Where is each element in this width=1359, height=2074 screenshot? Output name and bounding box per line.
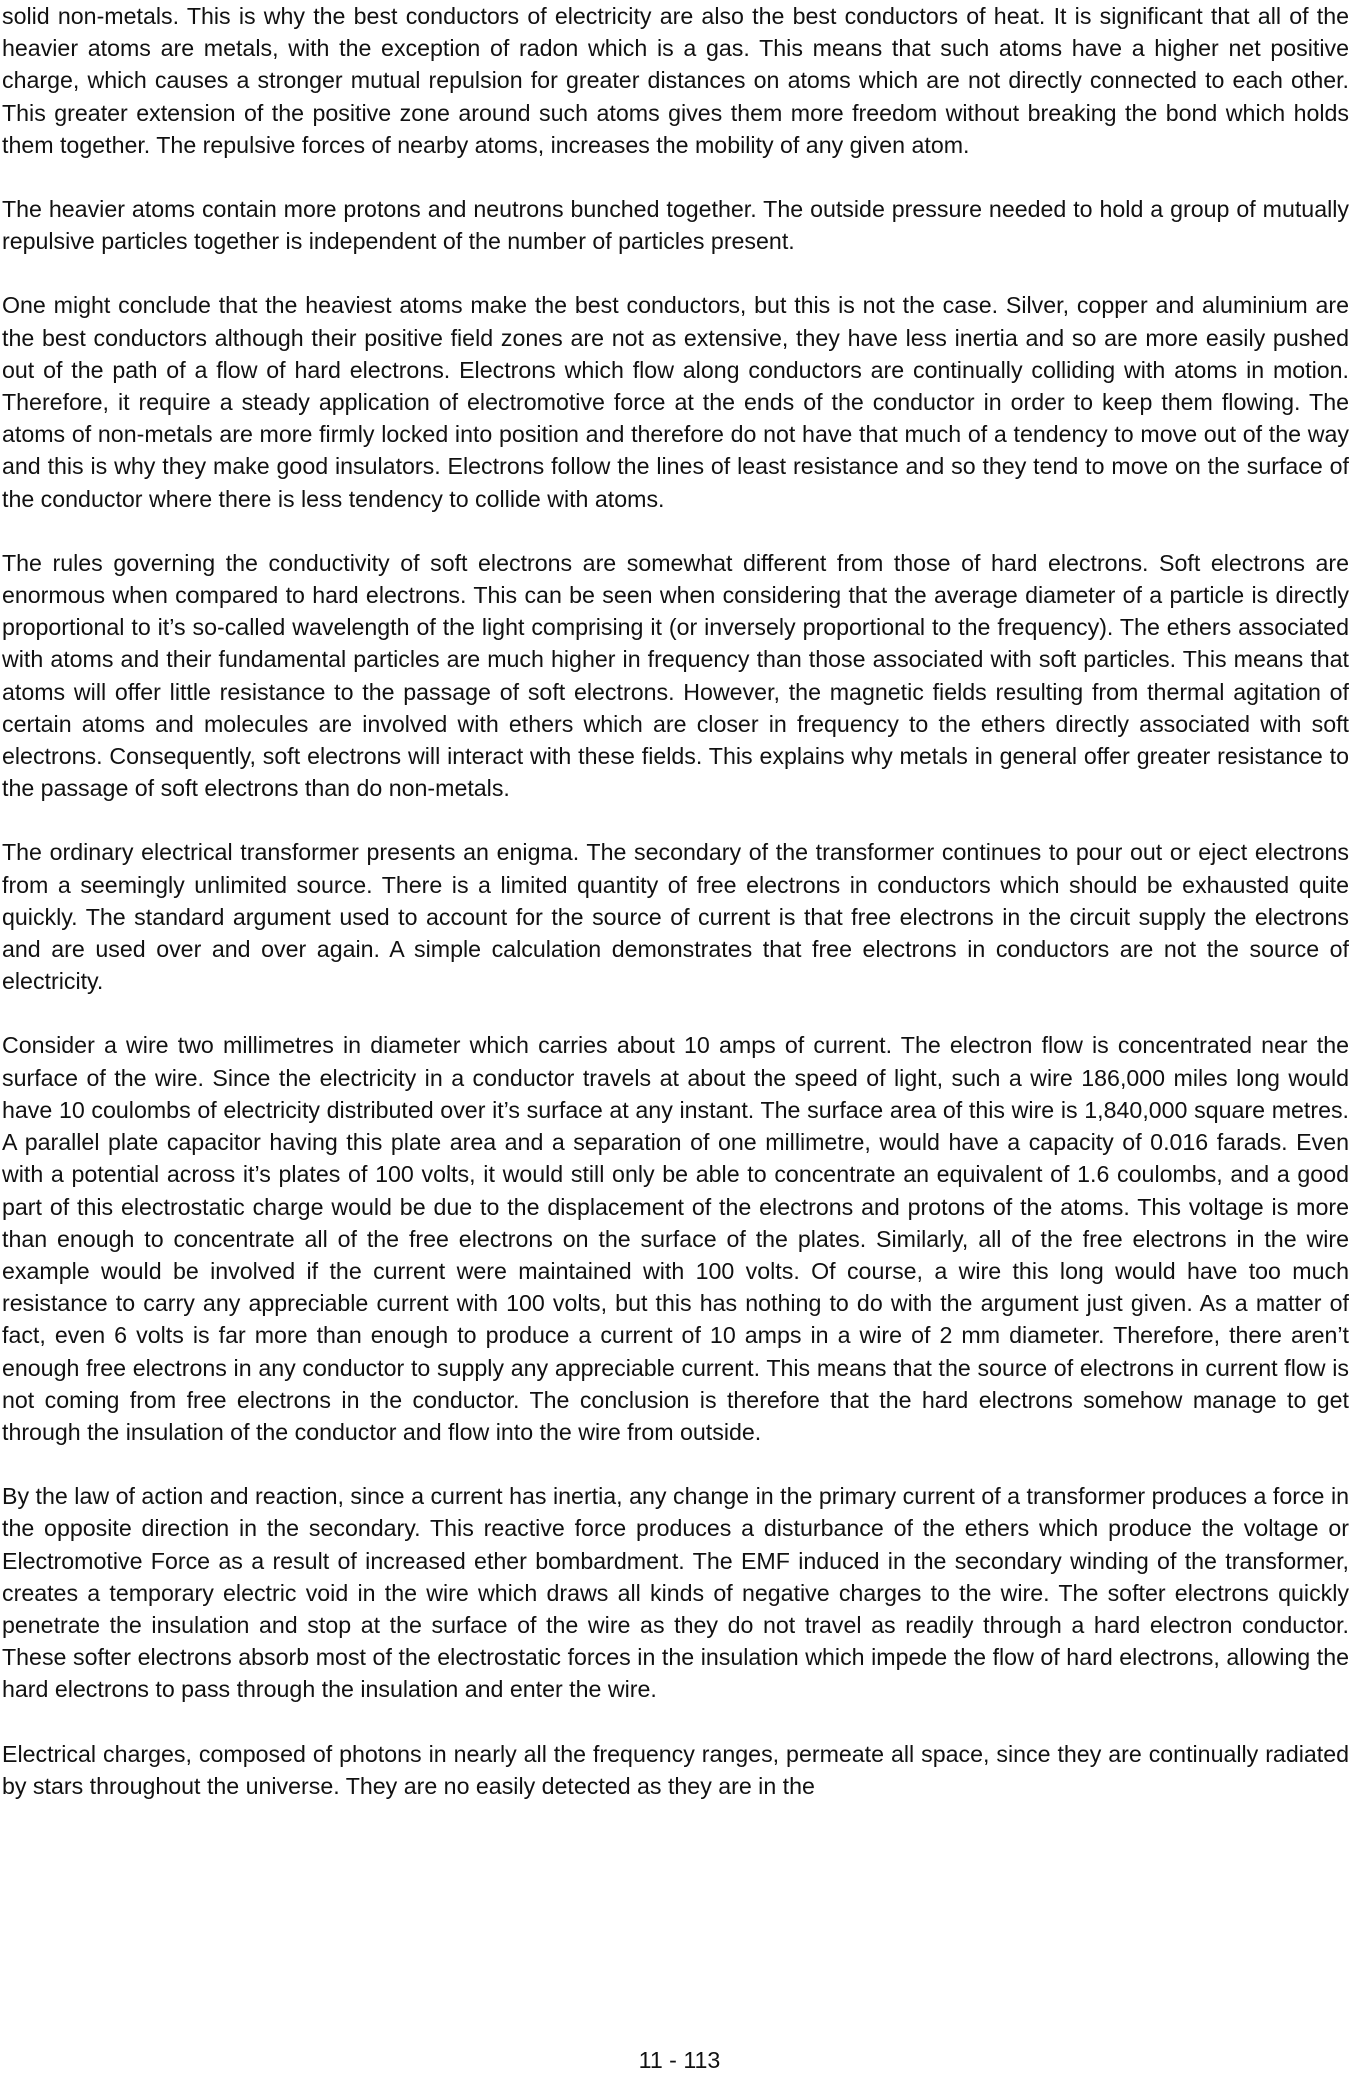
paragraph: The rules governing the conductivity of soft electrons are somewhat different from those of hard electrons. Soft electrons are enormous when compared to hard electrons. This can be seen when considering that the average diameter of a particle is directly proportional to it’s so-called wavelength of the light comprising it (or inversely proportional to the frequency). The ethers associated with atoms and their fundamental particles are much higher in frequency than those associated with soft particles. This means that atoms will offer little resistance to the passage of soft electrons. However, the magnetic fields resulting from thermal agitation of certain atoms and molecules are involved with ethers which are closer in frequency to the ethers directly associated with soft electrons. Consequently, soft electrons will interact with these fields. This explains why metals in general offer greater resistance to the passage of soft electrons than do non-metals. [2,549,1349,802]
paragraph: solid non-metals. This is why the best conductors of electricity are also the best conductors of heat. It is significant that all of the heavier atoms are metals, with the exception of radon which is a gas. This means that such atoms have a higher net positive charge, which causes a stronger mutual repulsion for greater distances on atoms which are not directly connected to each other. This greater extension of the positive zone around such atoms gives them more freedom without breaking the bond which holds them together. The repulsive forces of nearby atoms, increases the mobility of any given atom. [2,3,1349,158]
paragraph: One might conclude that the heaviest atoms make the best conductors, but this is not the case. Silver, copper and aluminium are the best conductors although their positive field zones are not as extensive, they have less inertia and so are more easily pushed out of the path of a flow of hard electrons. Electrons which flow along conductors are continually colliding with atoms in motion. Therefore, it require a steady application of electromotive force at the ends of the conductor in order to keep them flowing. The atoms of non-metals are more firmly locked into position and therefore do not have that much of a tendency to move out of the way and this is why they make good insulators. Electrons follow the lines of least resistance and so they tend to move on the surface of the conductor where there is less tendency to collide with atoms. [2,292,1349,512]
body-text [2,0,1349,1834]
page-number: 11 - 113 [638,2047,721,2073]
paragraph: By the law of action and reaction, since a current has inertia, any change in the primary current of a transformer produces a force in the opposite direction in the secondary. This reactive force produces a disturbance of the ethers which produce the voltage or Electromotive Force as a result of increased ether bombardment. The EMF induced in the secondary winding of the transformer, creates a temporary electric void in the wire which draws all kinds of negative charges to the wire. The softer electrons quickly penetrate the insulation and stop at the surface of the wire as they do not travel as readily through a hard electron conductor. These softer electrons absorb most of the electrostatic forces in the insulation which impede the flow of hard electrons, allowing the hard electrons to pass through the insulation and enter the wire. [2,1483,1349,1703]
paragraph: Electrical charges, composed of photons in nearly all the frequency ranges, permeate all space, since they are continually radiated by stars throughout the universe. They are no easily detected as they are in the [2,1740,1349,1799]
paragraph: The heavier atoms contain more protons and neutrons bunched together. The outside pressure needed to hold a group of mutually repulsive particles together is independent of the number of particles present. [2,196,1349,255]
paragraph: The ordinary electrical transformer presents an enigma. The secondary of the transformer continues to pour out or eject electrons from a seemingly unlimited source. There is a limited quantity of free electrons in conductors which should be exhausted quite quickly. The standard argument used to account for the source of current is that free electrons in the circuit supply the electrons and are used over and over again. A simple calculation demonstrates that free electrons in conductors are not the source of electricity. [2,839,1349,995]
paragraph: Consider a wire two millimetres in diameter which carries about 10 amps of current. The electron flow is concentrated near the surface of the wire. Since the electricity in a conductor travels at about the speed of light, such a wire 186,000 miles long would have 10 coulombs of electricity distributed over it’s surface at any instant. The surface area of this wire is 1,840,000 square metres. A parallel plate capacitor having this plate area and a separation of one millimetre, would have a capacity of 0.016 farads. Even with a potential across it’s plates of 100 volts, it would still only be able to concentrate an equivalent of 1.6 coulombs, and a good part of this electrostatic charge would be due to the displacement of the electrons and protons of the atoms. This voltage is more than enough to concentrate all of the free electrons on the surface of the plates. Similarly, all of the free electrons in the wire example would be involved if the current were maintained with 100 volts. Of course, a wire this long would have too much resistance to carry any appreciable current with 100 volts, but this has nothing to do with the argument just given. As a matter of fact, even 6 volts is far more than enough to produce a current of 10 amps in a wire of 2 mm diameter. Therefore, there aren’t enough free electrons in any conductor to supply any appreciable current. This means that the source of electrons in current flow is not coming from free electrons in the conductor. The conclusion is therefore that the hard electrons somehow manage to get through the insulation of the conductor and flow into the wire from outside. [2,1032,1349,1445]
